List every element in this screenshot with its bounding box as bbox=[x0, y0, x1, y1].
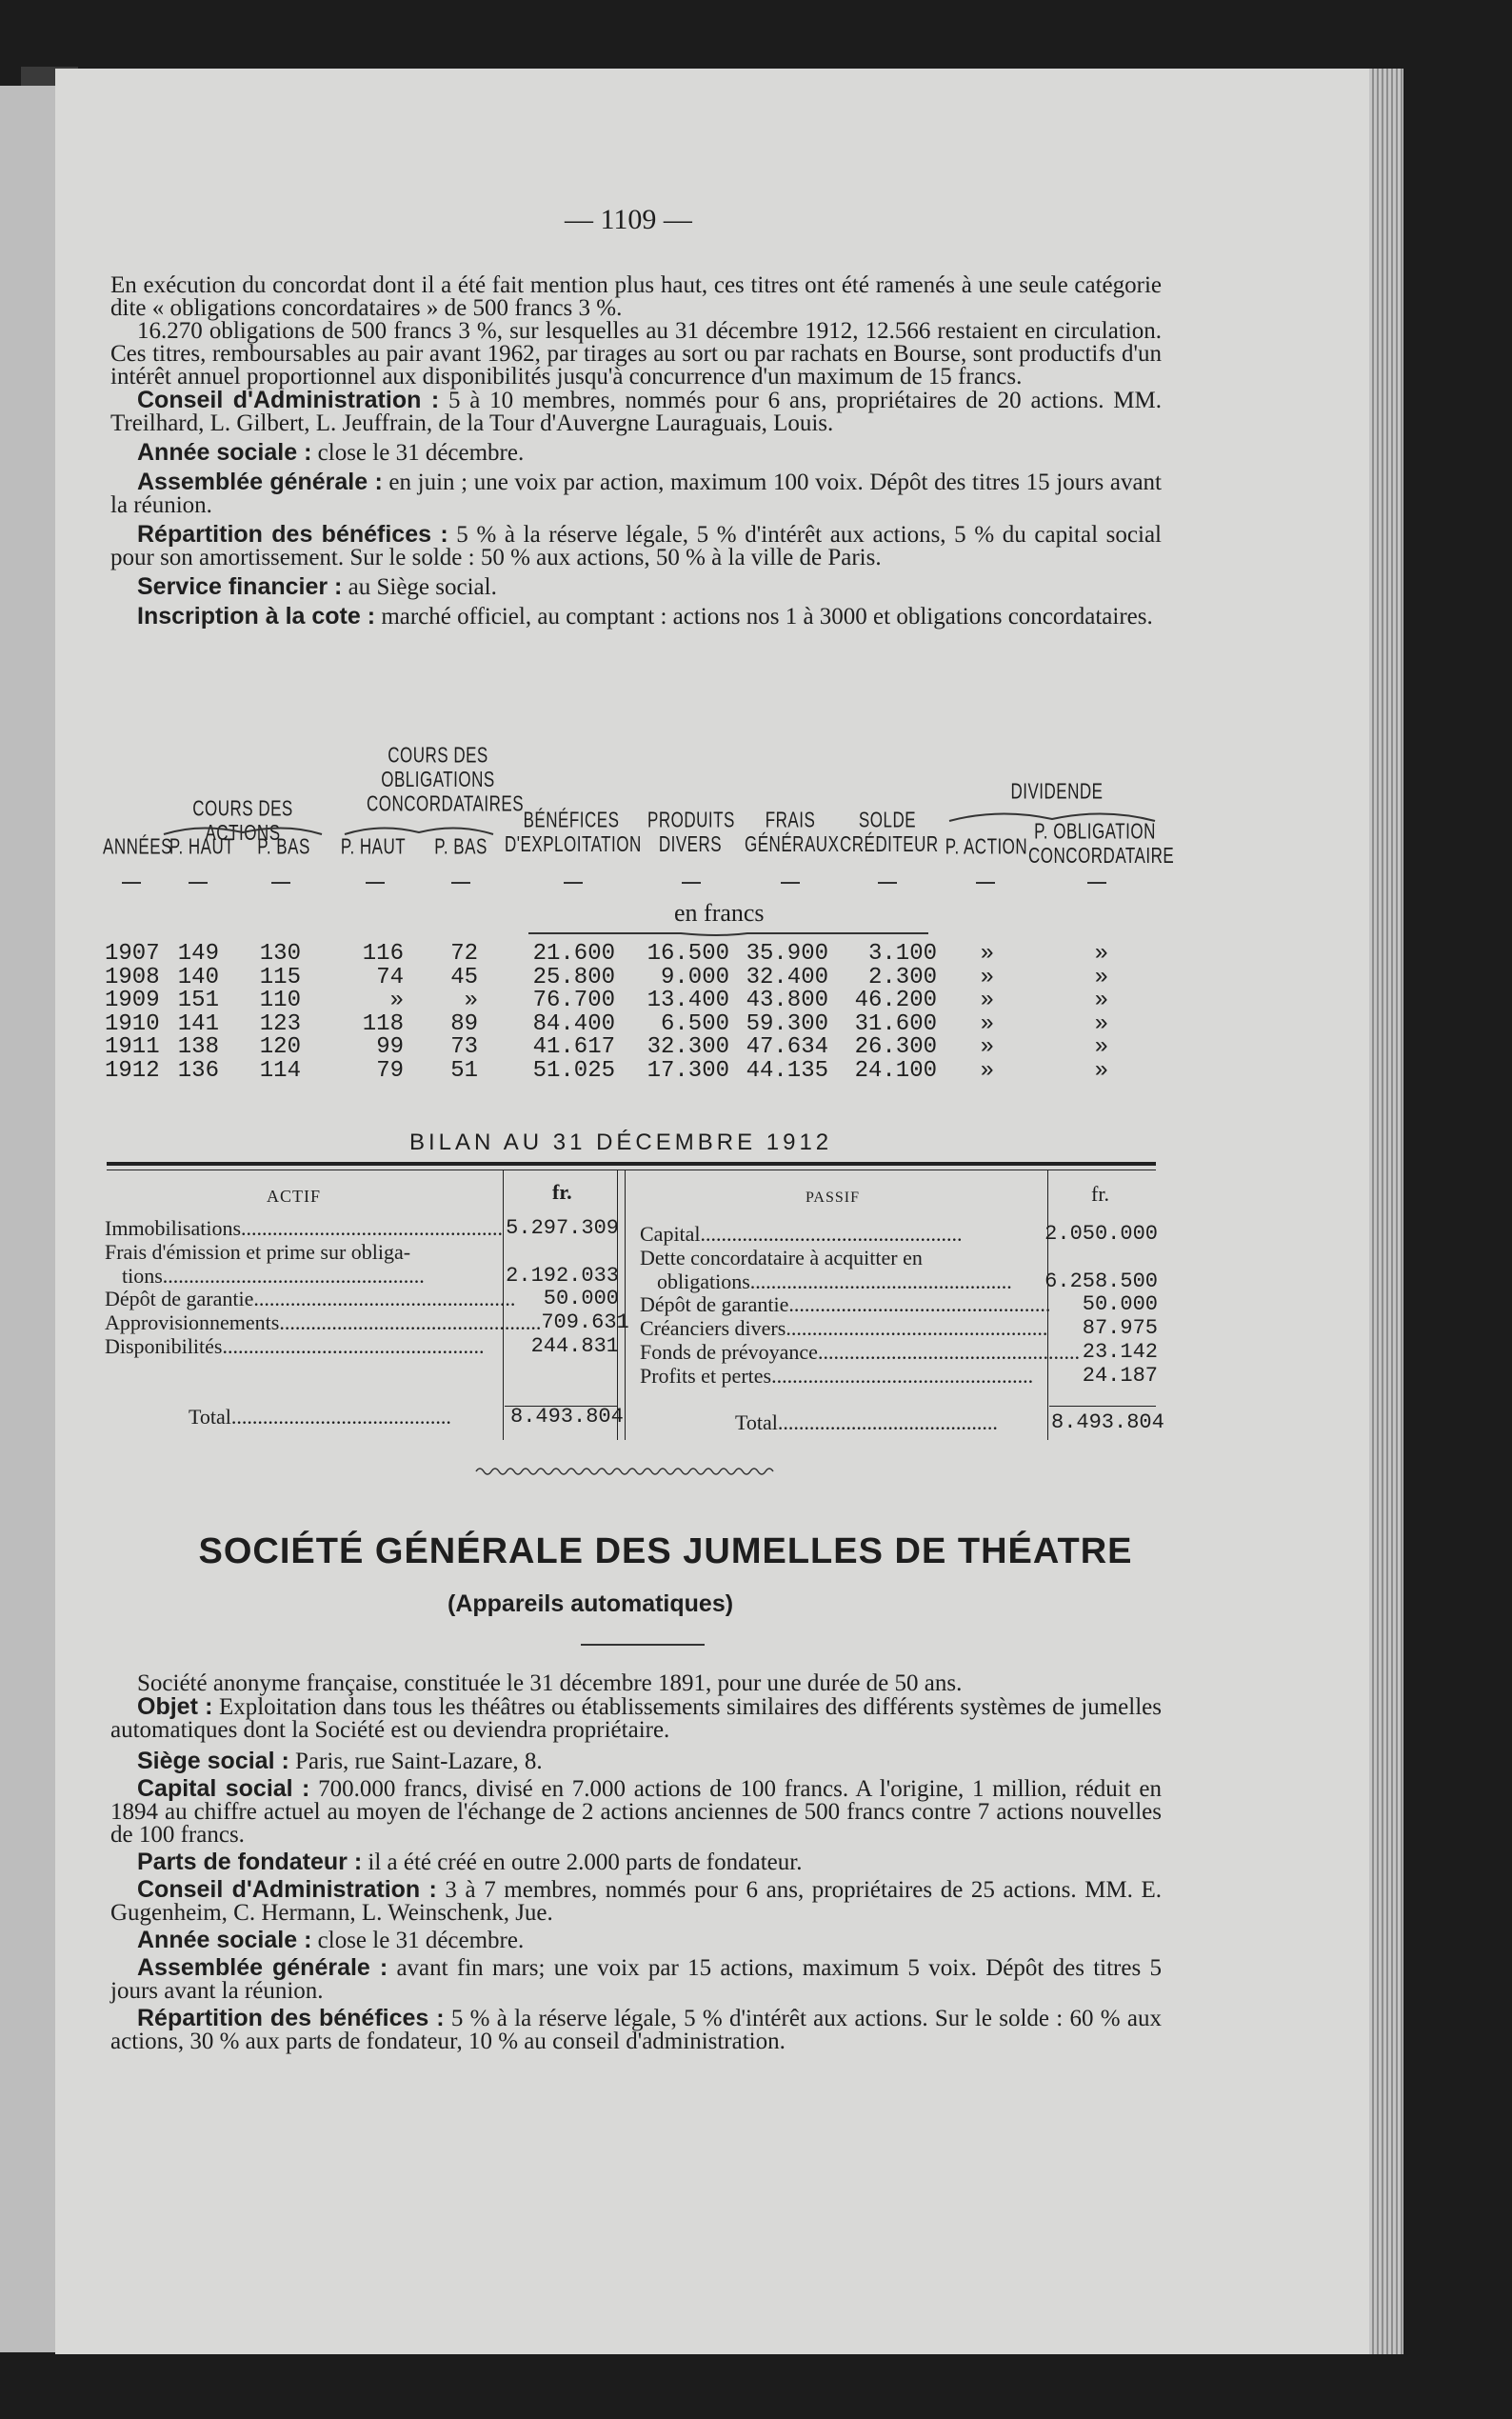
header-cours-obligations: COURS DES OBLIGATIONS CONCORDATAIRES bbox=[367, 743, 525, 816]
repartition-label: Répartition des bénéfices : bbox=[137, 521, 448, 548]
stats-cell: 1912 bbox=[105, 1057, 160, 1084]
passif-row bbox=[640, 1247, 1158, 1270]
stats-cell: 115 bbox=[259, 964, 301, 990]
stats-cell: 1909 bbox=[105, 988, 160, 1014]
stats-cell: 130 bbox=[259, 941, 301, 967]
service-label: Service financier : bbox=[137, 573, 343, 600]
actif-row: Dépôt de garantie .................................................. 50.000 bbox=[105, 1287, 619, 1311]
actif-total-label: Total bbox=[189, 1405, 231, 1429]
header-dash bbox=[781, 882, 800, 884]
passif-unit: fr. bbox=[1091, 1182, 1109, 1206]
previous-page-edge bbox=[0, 86, 59, 2352]
actif-row bbox=[105, 1241, 619, 1265]
unit-note: en francs bbox=[674, 899, 765, 927]
header-dash bbox=[451, 882, 470, 884]
stats-cell: 118 bbox=[362, 1010, 404, 1037]
assemblee-label: Assemblée générale : bbox=[137, 469, 383, 495]
passif-total-rule bbox=[1049, 1406, 1156, 1407]
passif-label: Capital bbox=[640, 1222, 701, 1246]
stats-cell: 32.400 bbox=[746, 964, 828, 990]
stats-column-div-act bbox=[971, 943, 994, 1084]
stats-column-annee bbox=[105, 943, 166, 1084]
service-text: au Siège social. bbox=[342, 574, 497, 600]
stats-column-frais bbox=[733, 943, 828, 1084]
company-subtitle: (Appareils automatiques) bbox=[448, 1590, 734, 1617]
repartition-text: 5 % à la réserve légale, 5 % d'intérêt aux actions, 5 % du capital social pour son amortissement. Sur le solde : 50 % aux actions, 50 % à la ville de Paris. bbox=[110, 522, 1162, 570]
header-benefices: BÉNÉFICES D'EXPLOITATION bbox=[505, 808, 642, 857]
company-section bbox=[110, 1672, 1162, 2053]
passif-value: 24.187 bbox=[1082, 1363, 1158, 1388]
actif-total-value: 8.493.804 bbox=[510, 1405, 624, 1429]
repartition2-paragraph bbox=[110, 2007, 1162, 2053]
separator-wavy-rule bbox=[476, 1465, 781, 1478]
parts-paragraph bbox=[110, 1850, 1162, 1874]
passif-value: 87.975 bbox=[1082, 1316, 1158, 1341]
stats-cell: 149 bbox=[177, 941, 219, 967]
stats-cell: 21.600 bbox=[532, 941, 615, 967]
stats-cell: 99 bbox=[376, 1034, 404, 1061]
bilan-rule bbox=[625, 1170, 626, 1440]
stats-cell: 51 bbox=[450, 1057, 478, 1084]
passif-label: Profits et pertes bbox=[640, 1363, 772, 1388]
stats-cell: 114 bbox=[259, 1057, 301, 1084]
header-dash bbox=[564, 882, 583, 884]
header-annees: ANNÉES bbox=[103, 834, 172, 859]
stats-cell: 138 bbox=[177, 1034, 219, 1061]
inscription-text: marché officiel, au comptant : actions nos 1 à 3000 et obligations concordataires. bbox=[375, 604, 1153, 630]
objet-text: Exploitation dans tous les théâtres ou établissements similaires des différents systèmes de jumelles automatiques dont la Société est ou deviendra propriétaire. bbox=[110, 1694, 1162, 1743]
stats-cell: 26.300 bbox=[854, 1034, 937, 1061]
stats-cell: 16.500 bbox=[647, 941, 729, 967]
subtitle-rule bbox=[581, 1644, 705, 1646]
actif-value bbox=[505, 1241, 619, 1265]
actif-list bbox=[105, 1216, 629, 1359]
stats-cell: 73 bbox=[450, 1034, 478, 1061]
stats-cell: 6.500 bbox=[660, 1010, 729, 1037]
header-dash bbox=[189, 882, 208, 884]
capital-text: 700.000 francs, divisé en 7.000 actions de 100 francs. A l'origine, 1 million, réduit en 1894 au chiffre actuel au moyen de l'échange de 2 actions anciennes de 500 francs contre 7 actions nouvelles de 100 francs. bbox=[110, 1776, 1162, 1848]
stats-cell: 120 bbox=[259, 1034, 301, 1061]
siege-label: Siège social : bbox=[137, 1748, 289, 1774]
actif-total-row: Total .......................................... 8.493.804 bbox=[189, 1405, 624, 1429]
parts-label: Parts de fondateur : bbox=[137, 1849, 363, 1875]
stats-cell: 1907 bbox=[105, 941, 160, 967]
annee2-text: close le 31 décembre. bbox=[311, 1928, 525, 1953]
header-p-action: P. ACTION bbox=[945, 834, 1028, 859]
stats-cell: 1911 bbox=[105, 1034, 160, 1061]
passif-value: 50.000 bbox=[1082, 1292, 1158, 1317]
passif-row: Profits et pertes .................................................. 24.187 bbox=[640, 1363, 1158, 1388]
conseil-label: Conseil d'Administration : bbox=[137, 387, 440, 413]
stats-cell: 47.634 bbox=[746, 1034, 828, 1061]
stats-cell: 46.200 bbox=[854, 988, 937, 1014]
actif-unit: fr. bbox=[552, 1180, 572, 1204]
passif-row: Dépôt de garantie .................................................. 50.000 bbox=[640, 1292, 1158, 1317]
actif-value: 5.297.309 bbox=[506, 1216, 619, 1240]
unit-note-rule bbox=[528, 928, 928, 939]
header-act-p-bas: P. BAS bbox=[257, 834, 310, 859]
repartition2-text: 5 % à la réserve légale, 5 % d'intérêt aux actions. Sur le solde : 60 % aux actions, 30 % aux parts de fondateur, 10 % au conseil d'administration. bbox=[110, 2006, 1162, 2054]
stats-cell: 72 bbox=[450, 941, 478, 967]
stats-column-obl-bas bbox=[432, 943, 478, 1084]
bilan-title: BILAN AU 31 DÉCEMBRE 1912 bbox=[409, 1130, 833, 1155]
stats-cell: » bbox=[980, 941, 994, 967]
service-paragraph bbox=[110, 575, 1162, 599]
stats-cell: » bbox=[389, 988, 404, 1014]
header-dash bbox=[366, 882, 385, 884]
conseil-paragraph bbox=[110, 389, 1162, 435]
stats-column-produits bbox=[628, 943, 729, 1084]
parts-text: il a été créé en outre 2.000 parts de fondateur. bbox=[362, 1849, 803, 1875]
header-dash bbox=[976, 882, 995, 884]
page-stack-edge bbox=[1369, 69, 1403, 2354]
page-number: — 1109 — bbox=[565, 204, 692, 235]
inscription-paragraph bbox=[110, 605, 1162, 629]
assemblee2-label: Assemblée générale : bbox=[137, 1954, 388, 1981]
actif-row: Approvisionnements .................................................. 709.631 bbox=[105, 1310, 629, 1335]
stats-cell: » bbox=[980, 964, 994, 990]
header-p-obligation: P. OBLIGATION CONCORDATAIRE bbox=[1028, 819, 1175, 869]
company-title: SOCIÉTÉ GÉNÉRALE DES JUMELLES DE THÉATRE bbox=[198, 1531, 1133, 1571]
stats-cell: 24.100 bbox=[854, 1057, 937, 1084]
stats-cell: 136 bbox=[177, 1057, 219, 1084]
stats-cell: » bbox=[464, 988, 478, 1014]
actif-row: Immobilisations .................................................. 5.297.309 bbox=[105, 1216, 619, 1240]
passif-label: Créanciers divers bbox=[640, 1316, 786, 1341]
passif-value: 23.142 bbox=[1082, 1339, 1158, 1364]
stats-cell: 110 bbox=[259, 988, 301, 1014]
assemblee-text: en juin ; une voix par action, maximum 100 voix. Dépôt des titres 15 jours avant la réunion. bbox=[110, 470, 1162, 518]
stats-cell: 43.800 bbox=[746, 988, 828, 1014]
annee-paragraph bbox=[110, 441, 1162, 465]
header-dash bbox=[122, 882, 141, 884]
header-dash bbox=[271, 882, 290, 884]
actif-label: Disponibilités bbox=[105, 1333, 223, 1358]
actif-row: Disponibilités .................................................. 244.831 bbox=[105, 1333, 619, 1358]
assemblee2-text: avant fin mars; une voix par 15 actions, maximum 5 voix. Dépôt des titres 5 jours avant la réunion. bbox=[110, 1955, 1162, 2004]
passif-value bbox=[1044, 1247, 1158, 1270]
annee2-label: Année sociale : bbox=[137, 1927, 312, 1953]
intro-section bbox=[110, 274, 1162, 629]
passif-label: Fonds de prévoyance bbox=[640, 1339, 818, 1364]
actif-label: tions bbox=[122, 1263, 163, 1288]
annee-text: close le 31 décembre. bbox=[311, 440, 525, 466]
header-dash bbox=[1087, 882, 1106, 884]
stats-cell: 84.400 bbox=[532, 1010, 615, 1037]
stats-cell: 123 bbox=[259, 1010, 301, 1037]
stats-cell: » bbox=[1094, 988, 1108, 1014]
stats-column-solde bbox=[838, 943, 937, 1084]
stats-cell: 41.617 bbox=[532, 1034, 615, 1061]
stats-cell: 17.300 bbox=[647, 1057, 729, 1084]
header-obl-p-haut: P. HAUT bbox=[340, 834, 407, 859]
stats-cell: » bbox=[1094, 941, 1108, 967]
actif-row: tions .................................................. 2.192.033 bbox=[105, 1265, 619, 1289]
stats-cell: 35.900 bbox=[746, 941, 828, 967]
passif-total-label: Total bbox=[735, 1410, 778, 1434]
stats-column-div-obl bbox=[1085, 943, 1108, 1084]
passif-row: Capital .................................................. 2.050.000 bbox=[640, 1222, 1158, 1246]
header-produits: PRODUITS DIVERS bbox=[647, 808, 735, 857]
actif-header: ACTIF bbox=[267, 1187, 322, 1206]
stats-cell: » bbox=[980, 988, 994, 1014]
stats-cell: 76.700 bbox=[532, 988, 615, 1014]
stats-cell: 79 bbox=[376, 1057, 404, 1084]
stats-cell: 59.300 bbox=[746, 1010, 828, 1037]
stats-column-act-haut bbox=[171, 943, 219, 1084]
annee-label: Année sociale : bbox=[137, 439, 312, 466]
stats-cell: 2.300 bbox=[867, 964, 937, 990]
stats-cell: 51.025 bbox=[532, 1057, 615, 1084]
actif-value: 50.000 bbox=[543, 1287, 619, 1311]
siege-paragraph bbox=[110, 1749, 1162, 1773]
stats-cell: » bbox=[980, 1057, 994, 1084]
bilan-top-rule bbox=[107, 1162, 1156, 1166]
actif-label: Frais d'émission et prime sur obliga- bbox=[105, 1239, 411, 1264]
assemblee-paragraph bbox=[110, 470, 1162, 517]
stats-cell: 151 bbox=[177, 988, 219, 1014]
repartition2-label: Répartition des bénéfices : bbox=[137, 2005, 445, 2031]
stats-cell: 89 bbox=[450, 1010, 478, 1037]
objet-label: Objet : bbox=[137, 1693, 213, 1720]
inscription-label: Inscription à la cote : bbox=[137, 603, 376, 630]
stats-cell: 1910 bbox=[105, 1010, 160, 1037]
passif-row: Fonds de prévoyance .................................................. 23.142 bbox=[640, 1339, 1158, 1364]
actif-label: Dépôt de garantie bbox=[105, 1287, 254, 1311]
header-dividende: DIVIDENDE bbox=[1010, 779, 1104, 804]
actif-label: Immobilisations bbox=[105, 1216, 241, 1240]
header-obl-p-bas: P. BAS bbox=[434, 834, 487, 859]
stats-cell: 44.135 bbox=[746, 1057, 828, 1084]
intro-paragraph-2: 16.270 obligations de 500 francs 3 %, sur lesquelles au 31 décembre 1912, 12.566 restaient en circulation. Ces titres, remboursables au pair avant 1962, par tirages au sort ou par rachats en Bourse, sont productifs d'un intérêt annuel proportionnel aux disponibilités jusqu'à concurrence d'un maximum de 15 francs. bbox=[110, 318, 1162, 390]
conseil2-text: 3 à 7 membres, nommés pour 6 ans, propriétaires de 25 actions. MM. E. Gugenheim, C. Hermann, L. Weinschenk, Jue. bbox=[110, 1877, 1163, 1926]
annee2-paragraph bbox=[110, 1929, 1162, 1952]
passif-list bbox=[640, 1223, 1158, 1389]
actif-value: 244.831 bbox=[530, 1333, 619, 1358]
passif-label: obligations bbox=[657, 1269, 750, 1293]
stats-cell: 45 bbox=[450, 964, 478, 990]
intro-paragraph-1: En exécution du concordat dont il a été fait mention plus haut, ces titres ont été ramenés à une seule catégorie dite « obligations concordataires » de 500 francs 3 %. bbox=[110, 272, 1162, 321]
stats-column-obl-haut bbox=[350, 943, 404, 1084]
actif-label: Approvisionnements bbox=[105, 1310, 280, 1335]
header-act-p-haut: P. HAUT bbox=[169, 834, 235, 859]
stats-cell: 74 bbox=[376, 964, 404, 990]
conseil2-paragraph bbox=[110, 1878, 1162, 1925]
header-dash bbox=[878, 882, 897, 884]
capital-paragraph bbox=[110, 1777, 1162, 1847]
header-cours-actions: COURS DES ACTIONS bbox=[192, 796, 293, 846]
passif-label: Dépôt de garantie bbox=[640, 1292, 789, 1317]
actif-value: 2.192.033 bbox=[506, 1263, 619, 1288]
stats-cell: 116 bbox=[362, 941, 404, 967]
stats-cell: » bbox=[1094, 1057, 1108, 1084]
assemblee2-paragraph bbox=[110, 1956, 1162, 2003]
stats-cell: 25.800 bbox=[532, 964, 615, 990]
siege-text: Paris, rue Saint-Lazare, 8. bbox=[288, 1749, 543, 1774]
actif-value: 709.631 bbox=[541, 1310, 629, 1335]
stats-cell: » bbox=[980, 1010, 994, 1037]
stats-cell: » bbox=[980, 1034, 994, 1061]
stats-cell: » bbox=[1094, 964, 1108, 990]
stats-cell: » bbox=[1094, 1010, 1108, 1037]
conseil-text: 5 à 10 membres, nommés pour 6 ans, propriétaires de 20 actions. MM. Treilhard, L. Gilbert, L. Jeuffrain, de la Tour d'Auvergne Lauraguais, Louis. bbox=[110, 388, 1162, 436]
passif-value: 2.050.000 bbox=[1044, 1222, 1158, 1246]
repartition-paragraph bbox=[110, 523, 1162, 570]
stats-cell: 31.600 bbox=[854, 1010, 937, 1037]
objet-paragraph bbox=[110, 1695, 1162, 1742]
passif-row: Créanciers divers .................................................. 87.975 bbox=[640, 1316, 1158, 1341]
header-solde: SOLDE CRÉDITEUR bbox=[840, 808, 939, 857]
stats-cell: 3.100 bbox=[867, 941, 937, 967]
passif-total-value: 8.493.804 bbox=[1051, 1410, 1164, 1434]
stats-column-act-bas bbox=[249, 943, 301, 1084]
passif-header: PASSIF bbox=[806, 1190, 861, 1206]
company-intro: Société anonyme française, constituée le 31 décembre 1891, pour une durée de 50 ans. bbox=[137, 1670, 963, 1696]
passif-row: obligations .................................................. 6.258.500 bbox=[640, 1270, 1158, 1294]
stats-cell: 13.400 bbox=[647, 988, 729, 1014]
stats-cell: 140 bbox=[177, 964, 219, 990]
stats-column-benef bbox=[522, 943, 615, 1084]
stats-cell: 32.300 bbox=[647, 1034, 729, 1061]
stats-cell: 1908 bbox=[105, 964, 160, 990]
header-frais: FRAIS GÉNÉRAUX bbox=[745, 808, 840, 857]
passif-total-row: Total .......................................... 8.493.804 bbox=[735, 1410, 1164, 1434]
capital-label: Capital social : bbox=[137, 1775, 310, 1802]
conseil2-label: Conseil d'Administration : bbox=[137, 1876, 437, 1903]
passif-value: 6.258.500 bbox=[1044, 1269, 1158, 1293]
passif-label: Dette concordataire à acquitter en bbox=[640, 1245, 923, 1269]
stats-cell: 141 bbox=[177, 1010, 219, 1037]
header-dash bbox=[682, 882, 701, 884]
stats-cell: 9.000 bbox=[660, 964, 729, 990]
stats-cell: » bbox=[1094, 1034, 1108, 1061]
